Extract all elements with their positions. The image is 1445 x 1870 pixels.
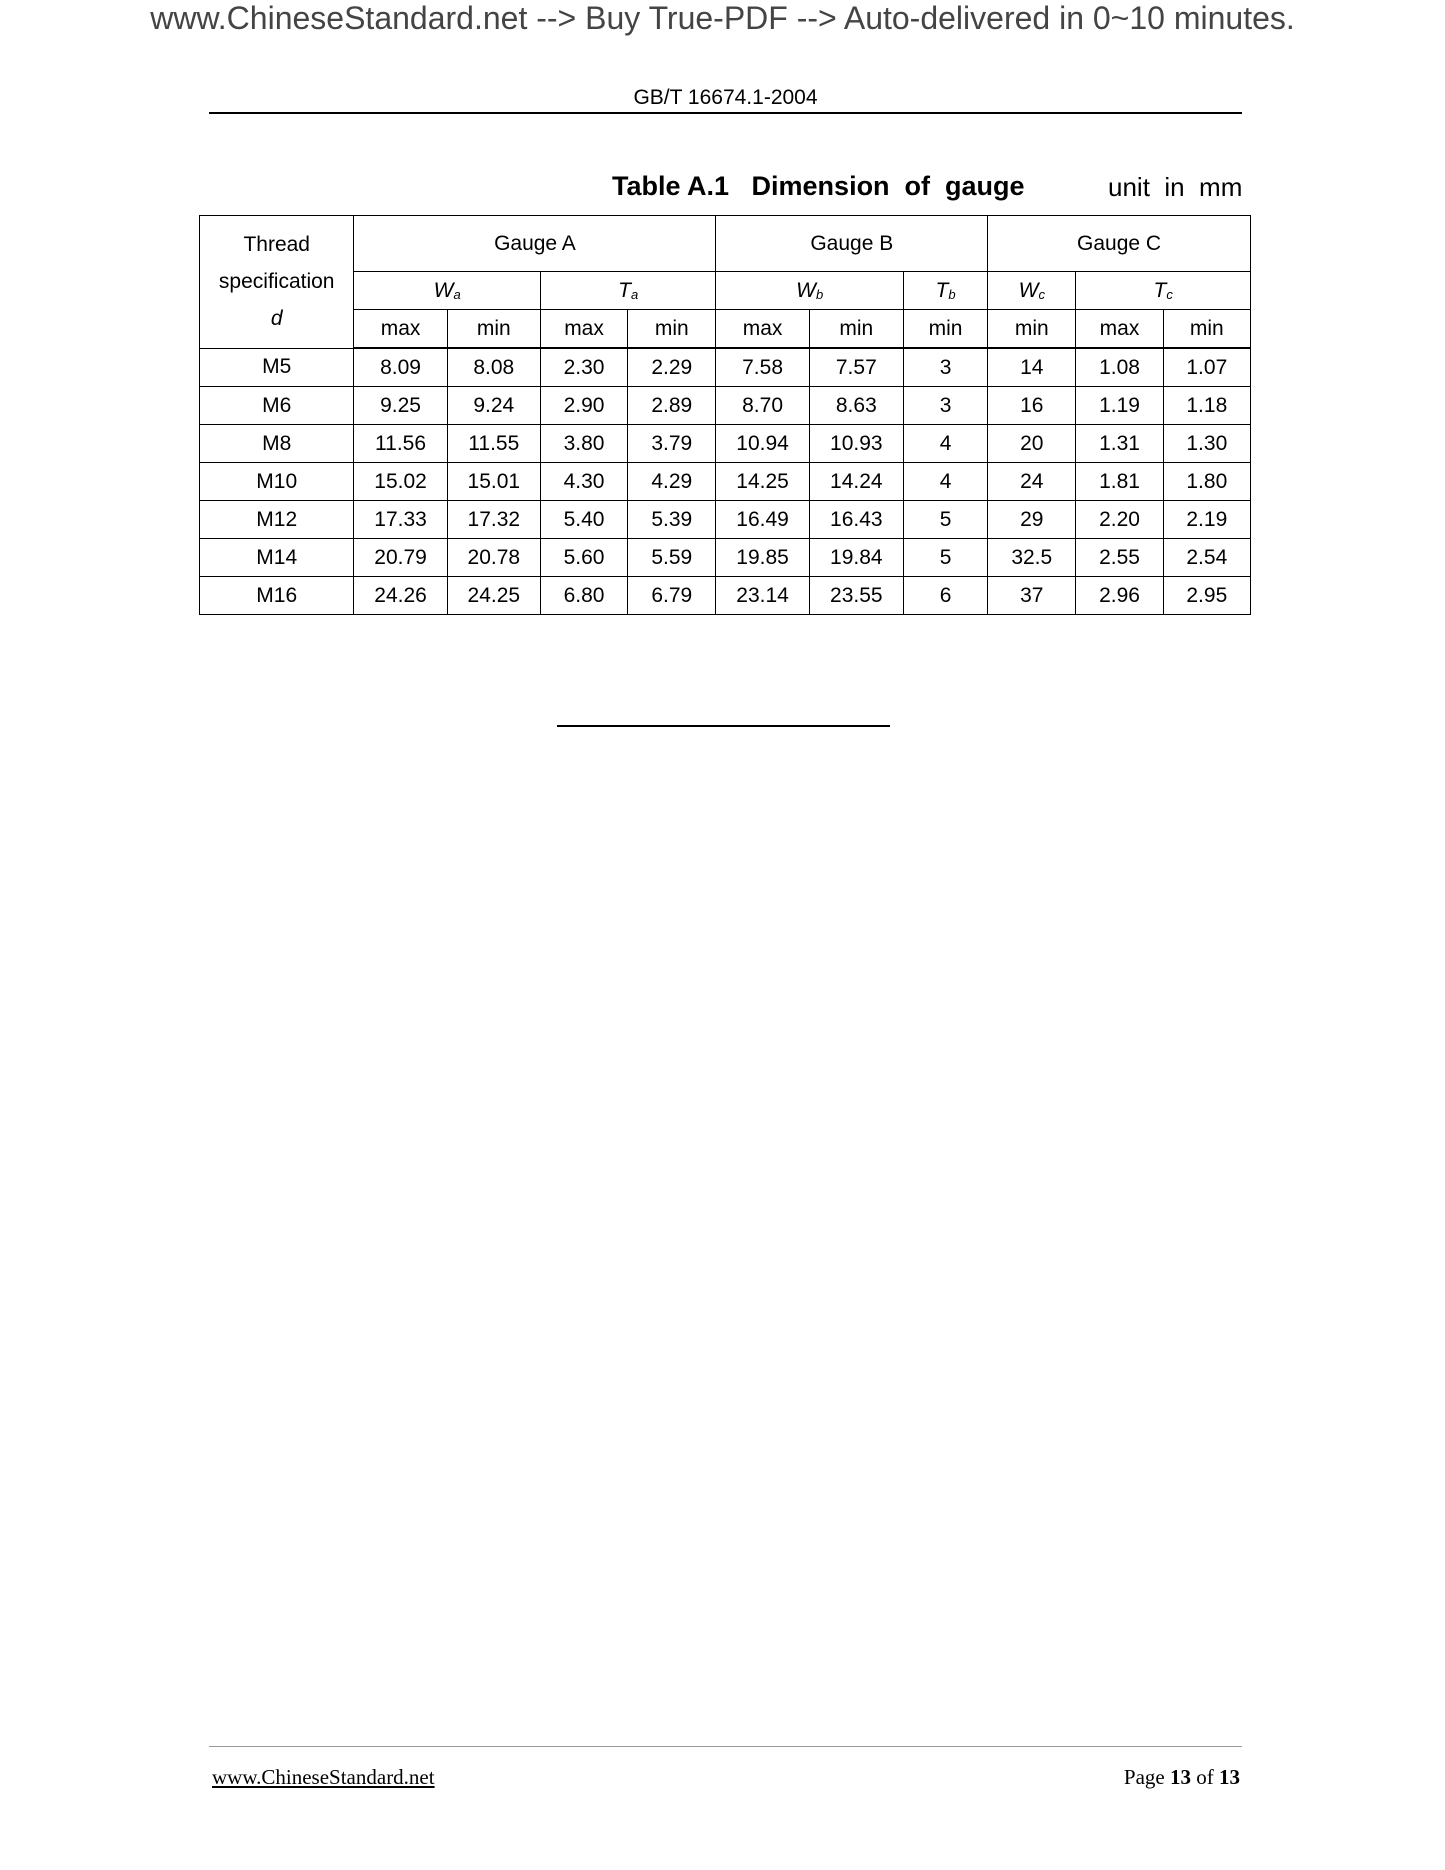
table-cell: 6 xyxy=(903,577,987,615)
table-cell: 14 xyxy=(988,348,1076,387)
table-cell: 15.02 xyxy=(354,463,447,501)
limit-header: min xyxy=(628,310,716,349)
table-cell: 10.93 xyxy=(809,425,903,463)
table-row xyxy=(200,577,1251,615)
table-cell: 4.30 xyxy=(540,463,627,501)
table-title: Table A.1 Dimension of gauge xyxy=(612,171,1025,201)
table-cell: 4 xyxy=(903,425,987,463)
table-cell: 32.5 xyxy=(988,539,1076,577)
table-cell: 29 xyxy=(988,501,1076,539)
table-cell: 8.63 xyxy=(809,387,903,425)
limit-header: max xyxy=(716,310,809,349)
table-cell: 3 xyxy=(903,348,987,387)
table-cell: 24 xyxy=(988,463,1076,501)
table-cell: 8.09 xyxy=(354,348,447,387)
thread-spec-cell: M5 xyxy=(200,348,354,387)
table-cell: 23.55 xyxy=(809,577,903,615)
page-number: Page 13 of 13 xyxy=(1123,1765,1240,1789)
limit-header: max xyxy=(354,310,447,349)
table-cell: 5 xyxy=(903,501,987,539)
footer-rule xyxy=(209,1746,1242,1747)
table-cell: 4 xyxy=(903,463,987,501)
table-cell: 1.08 xyxy=(1076,348,1163,387)
table-cell: 19.84 xyxy=(809,539,903,577)
unit-note: unit in mm xyxy=(1108,172,1243,202)
table-row xyxy=(200,501,1251,539)
table-cell: 9.24 xyxy=(447,387,540,425)
table-cell: 1.07 xyxy=(1163,348,1250,387)
table-cell: 10.94 xyxy=(716,425,809,463)
table-cell: 3 xyxy=(903,387,987,425)
table-cell: 1.30 xyxy=(1163,425,1250,463)
table-cell: 1.18 xyxy=(1163,387,1250,425)
table-cell: 17.33 xyxy=(354,501,447,539)
table-cell: 20.78 xyxy=(447,539,540,577)
thread-spec-cell: M12 xyxy=(200,501,354,539)
symbol-wb: $W_b$ xyxy=(716,272,904,310)
table-cell: 14.24 xyxy=(809,463,903,501)
limit-header: min xyxy=(447,310,540,349)
symbol-tb: $T_b$ xyxy=(903,272,987,310)
table-cell: 2.20 xyxy=(1076,501,1163,539)
spec-header-line1: Thread xyxy=(243,233,310,257)
table-body xyxy=(200,348,1251,615)
table-cell: 11.55 xyxy=(447,425,540,463)
table-cell: 15.01 xyxy=(447,463,540,501)
limit-header: max xyxy=(1076,310,1163,349)
table-row xyxy=(200,463,1251,501)
gauge-c-header: Gauge C xyxy=(988,216,1251,272)
limit-header: min xyxy=(1163,310,1250,349)
symbol-wc: $W_c$ xyxy=(988,272,1076,310)
table-cell: 5.39 xyxy=(628,501,716,539)
table-cell: 1.31 xyxy=(1076,425,1163,463)
spec-header-line3: d xyxy=(270,307,283,331)
table-cell: 2.89 xyxy=(628,387,716,425)
table-row xyxy=(200,539,1251,577)
table-cell: 6.79 xyxy=(628,577,716,615)
table-cell: 4.29 xyxy=(628,463,716,501)
table-cell: 5.59 xyxy=(628,539,716,577)
table-cell: 24.25 xyxy=(447,577,540,615)
table-cell: 16.49 xyxy=(716,501,809,539)
table-row xyxy=(200,348,1251,387)
thread-spec-cell: M6 xyxy=(200,387,354,425)
thread-spec-cell: M14 xyxy=(200,539,354,577)
gauge-a-header: Gauge A xyxy=(354,216,716,272)
limit-header: min xyxy=(903,310,987,349)
table-cell: 5.40 xyxy=(540,501,627,539)
table-row xyxy=(200,387,1251,425)
gauge-dimension-table xyxy=(199,215,1251,615)
table-cell: 2.55 xyxy=(1076,539,1163,577)
table-cell: 5 xyxy=(903,539,987,577)
table-cell: 1.19 xyxy=(1076,387,1163,425)
symbol-ta: $T_a$ xyxy=(540,272,716,310)
table-cell: 14.25 xyxy=(716,463,809,501)
table-cell: 17.32 xyxy=(447,501,540,539)
table-cell: 2.96 xyxy=(1076,577,1163,615)
table-cell: 11.56 xyxy=(354,425,447,463)
table-cell: 2.30 xyxy=(540,348,627,387)
table-cell: 3.80 xyxy=(540,425,627,463)
thread-spec-cell: M8 xyxy=(200,425,354,463)
table-cell: 9.25 xyxy=(354,387,447,425)
limit-header: max xyxy=(540,310,627,349)
table-row xyxy=(200,425,1251,463)
table-cell: 24.26 xyxy=(354,577,447,615)
table-cell: 8.70 xyxy=(716,387,809,425)
table-cell: 2.29 xyxy=(628,348,716,387)
symbol-wa: $W_a$ xyxy=(354,272,541,310)
table-cell: 37 xyxy=(988,577,1076,615)
standard-code-header: GB/T 16674.1-2004 xyxy=(633,86,818,109)
table-cell: 2.19 xyxy=(1163,501,1250,539)
table-cell: 16 xyxy=(988,387,1076,425)
table-cell: 20 xyxy=(988,425,1076,463)
thread-spec-cell: M10 xyxy=(200,463,354,501)
spec-header-line2: specification xyxy=(218,270,335,294)
table-cell: 2.54 xyxy=(1163,539,1250,577)
table-cell: 16.43 xyxy=(809,501,903,539)
table-cell: 3.79 xyxy=(628,425,716,463)
table-cell: 1.81 xyxy=(1076,463,1163,501)
promo-banner: www.ChineseStandard.net --> Buy True-PDF --> Auto-delivered in 0~10 minutes. xyxy=(150,0,1295,36)
table-cell: 7.57 xyxy=(809,348,903,387)
table-cell: 1.80 xyxy=(1163,463,1250,501)
header-rule xyxy=(209,112,1242,114)
table-cell: 7.58 xyxy=(716,348,809,387)
thread-spec-cell: M16 xyxy=(200,577,354,615)
thread-spec-header xyxy=(200,216,354,349)
table-cell: 2.90 xyxy=(540,387,627,425)
table-cell: 6.80 xyxy=(540,577,627,615)
gauge-b-header: Gauge B xyxy=(716,216,988,272)
table-cell: 19.85 xyxy=(716,539,809,577)
footer-website-link[interactable]: www.ChineseStandard.net xyxy=(212,1765,435,1789)
table-cell: 5.60 xyxy=(540,539,627,577)
table-cell: 2.95 xyxy=(1163,577,1250,615)
end-of-document-rule xyxy=(557,725,890,727)
table-cell: 8.08 xyxy=(447,348,540,387)
limit-header: min xyxy=(988,310,1076,349)
symbol-tc: $T_c$ xyxy=(1076,272,1251,310)
limit-header: min xyxy=(809,310,903,349)
table-cell: 23.14 xyxy=(716,577,809,615)
table-cell: 20.79 xyxy=(354,539,447,577)
